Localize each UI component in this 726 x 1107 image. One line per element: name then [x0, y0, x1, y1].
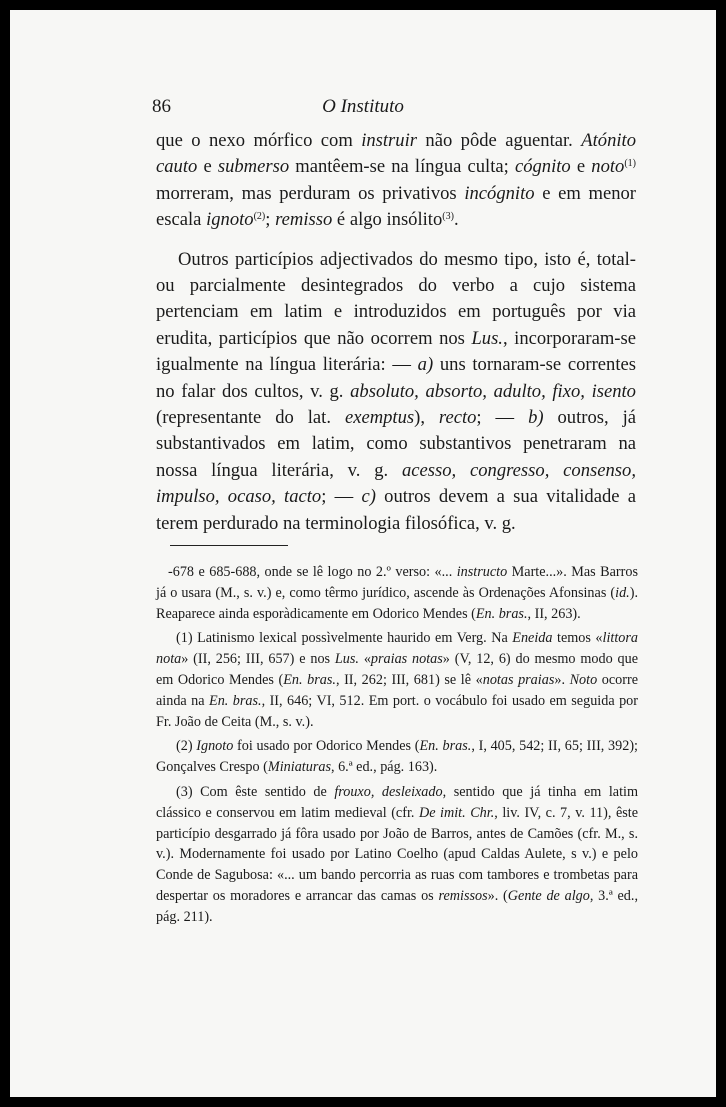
- italic-text: En. bras.: [209, 692, 262, 709]
- text-run: ;: [265, 209, 276, 231]
- italic-text: En. bras.: [283, 671, 336, 688]
- footnote-2: [156, 736, 638, 778]
- text-run: temos «: [552, 630, 603, 647]
- text-run: , II, 263).: [527, 605, 581, 622]
- text-run: , sentido que já tinha em latim clássico e conservou em latim medieval (cfr.: [156, 783, 638, 821]
- italic-text: frouxo, desleixado: [334, 783, 443, 800]
- text-run: ».: [554, 671, 570, 688]
- book-page: [10, 10, 716, 1097]
- paragraph-2: [156, 247, 636, 537]
- text-run: , II, 646; VI, 512. Em port. o vocábulo foi usado em seguida por Fr. João de Ceita (M., s. v.).: [156, 692, 638, 730]
- italic-text: noto: [591, 156, 625, 178]
- footnote-1: [156, 628, 638, 732]
- footnote-ref: (2): [253, 211, 266, 223]
- text-run: , liv. IV, c. 7, v. 11), êste particípio desgarrado já fôra usado por João de Barros, antes de Camões (cfr. M., s. v.). Modernamente foi usado por Latino Coelho (apud Caldas Aulete, s v.) e pelo Conde de Sagubosa: «... um bando percorria as ruas com tambores e trombetas para despertar os moradores e arrancar das camas os: [156, 804, 638, 904]
- italic-text: a): [417, 354, 434, 376]
- text-run: é algo insólito: [332, 209, 443, 231]
- italic-text: Lus.: [334, 651, 359, 668]
- italic-text: incógnito: [464, 182, 535, 204]
- italic-text: c): [361, 486, 376, 508]
- text-run: ),: [414, 407, 439, 429]
- text-run: , incorporaram-se igualmente na língua literária: —: [156, 327, 636, 376]
- footnote-continuation: [156, 562, 638, 624]
- footnote-ref: (3): [442, 211, 454, 223]
- page-header: [10, 96, 716, 122]
- text-run: «: [358, 651, 371, 668]
- text-run: ». (: [487, 887, 508, 904]
- italic-text: Atónito cauto: [156, 130, 636, 178]
- text-run: , 3.ª ed., pág. 211).: [156, 887, 638, 925]
- italic-text: Lus.: [471, 327, 503, 349]
- running-title: O Instituto: [322, 96, 404, 117]
- italic-text: littora nota: [156, 630, 639, 668]
- text-run: foi usado por Odorico Mendes (: [233, 738, 420, 755]
- italic-text: Eneida: [512, 630, 553, 647]
- text-run: -678 e 685-688, onde se lê logo no 2.º verso: «...: [168, 564, 457, 580]
- italic-text: b): [528, 407, 544, 429]
- italic-text: remissos: [438, 887, 488, 904]
- italic-text: Miniaturas: [267, 759, 331, 776]
- italic-text: submerso: [217, 156, 290, 178]
- text-run: , II, 262; III, 681) se lê «: [335, 671, 483, 688]
- italic-text: instructo: [456, 564, 508, 580]
- text-run: , 6.ª ed., pág. 163).: [330, 759, 438, 776]
- italic-text: acesso, congresso, consenso, impulso, ocaso, tacto: [156, 459, 636, 508]
- text-run: ; —: [476, 407, 529, 429]
- text-run: uns tornaram-se correntes no falar dos cultos, v. g.: [156, 354, 636, 402]
- text-run: (3) Com êste sentido de: [176, 783, 335, 800]
- main-text: [156, 128, 636, 537]
- italic-text: id.: [615, 584, 630, 601]
- text-run: ; —: [321, 486, 362, 508]
- text-run: não pôde aguentar.: [417, 130, 582, 151]
- text-run: mantêem-se na língua culta;: [289, 156, 515, 178]
- text-run: outros, já substantivados em latim, como substantivos penetraram na nossa língua literária, v. g.: [156, 407, 636, 481]
- italic-text: exemptus: [344, 407, 415, 429]
- italic-text: Noto: [569, 671, 598, 688]
- text-run: .: [453, 209, 459, 231]
- italic-text: absoluto, absorto, adulto, fixo, isento: [350, 380, 636, 402]
- italic-text: De imit. Chr.: [418, 804, 495, 821]
- footnote-3: [156, 782, 638, 928]
- italic-text: notas praias: [482, 671, 555, 688]
- italic-text: Ignoto: [196, 738, 234, 755]
- page-number: 86: [152, 96, 171, 117]
- italic-text: En. bras.: [475, 605, 528, 622]
- italic-text: instruir: [361, 130, 417, 151]
- text-run: » (II, 256; III, 657) e nos: [181, 651, 335, 668]
- paragraph-1: [156, 128, 636, 234]
- text-run: ocorre ainda na: [156, 671, 638, 709]
- text-run: , I, 405, 542; II, 65; III, 392); Gonçalves Crespo (: [156, 738, 639, 776]
- italic-text: praias notas: [370, 651, 443, 668]
- footnote-separator: [170, 545, 288, 546]
- footnotes: [156, 562, 638, 928]
- text-run: Marte...». Mas Barros já o usara (M., s. v.) e, como têrmo jurídico, ascende às Ordenações Afonsinas (: [156, 564, 638, 601]
- text-run: (representante do lat.: [156, 407, 345, 429]
- text-run: e: [570, 156, 592, 178]
- italic-text: remisso: [275, 209, 333, 231]
- text-run: (1) Latinismo lexical possìvelmente haurido em Verg. Na: [176, 630, 513, 647]
- text-run: outros devem a sua vitalidade a terem perdurado na terminologia filosófica, v. g.: [156, 486, 636, 534]
- text-run: Outros particípios adjectivados do mesmo tipo, isto é, total- ou parcialmente desintegrados do verbo a cujo sistema pertenciam em latim e introduzidos em português por via erudita, particípios que não ocorrem nos: [156, 248, 636, 349]
- italic-text: En. bras.: [419, 738, 472, 755]
- text-run: e em menor escala: [156, 182, 636, 231]
- text-run: e: [197, 156, 218, 178]
- text-run: ). Reaparece ainda esporàdicamente em Odorico Mendes (: [156, 584, 638, 622]
- text-run: morreram, mas perduram os privativos: [156, 182, 465, 204]
- footnote-ref: (1): [624, 158, 636, 170]
- italic-text: recto: [438, 407, 477, 429]
- text-run: que o nexo mórfico com: [156, 130, 362, 151]
- text-run: » (V, 12, 6) do mesmo modo que em Odorico Mendes (: [156, 651, 638, 688]
- italic-text: cógnito: [514, 156, 571, 178]
- italic-text: Gente de algo: [507, 887, 590, 904]
- italic-text: ignoto: [206, 209, 254, 231]
- text-run: (2): [176, 738, 197, 755]
